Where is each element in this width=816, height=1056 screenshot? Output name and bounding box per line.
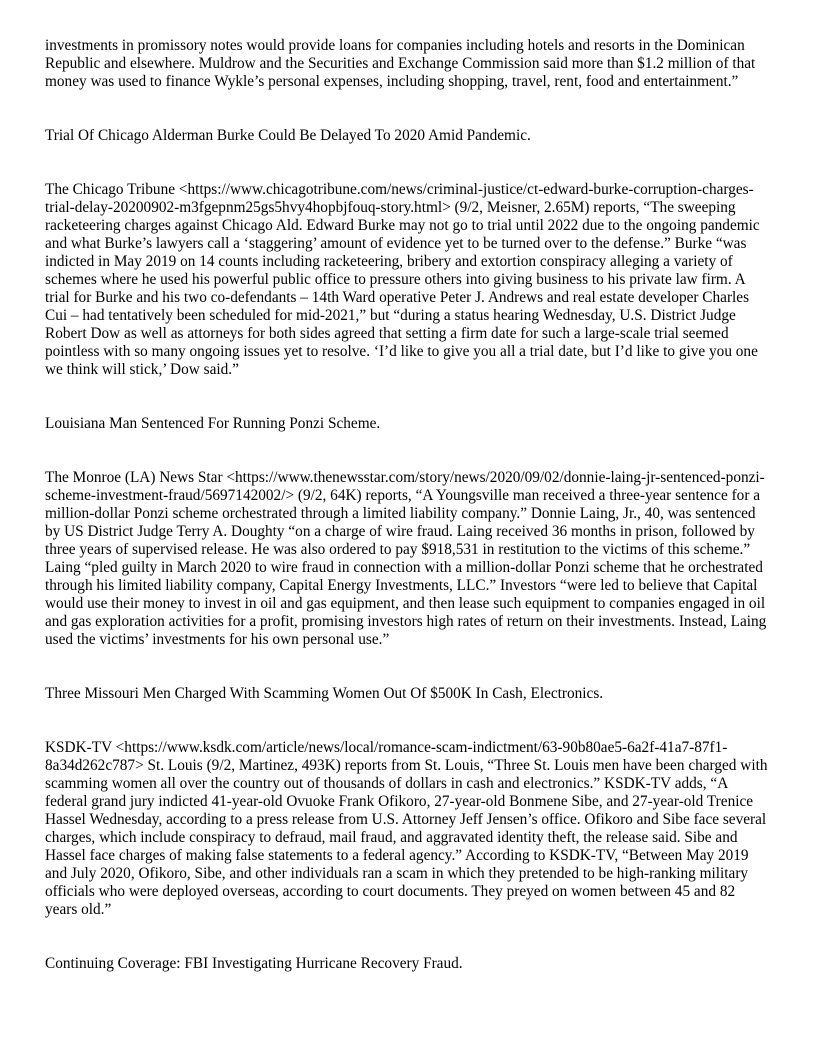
paragraph-burke-trial: The Chicago Tribune <https://www.chicagotribune.com/news/criminal-justice/ct-edward-burke-corruption-charges-trial-delay-20200902-m3fgepnm25gs5hvy4hopbjfouq-story.html> (9/2, Meisner, 2.65M) reports, “The sweeping racketeering charges against Chicago Ald. Edward Burke may not go to trial until 2022 due to the ongoing pandemic and what Burke’s lawyers call a ‘staggering’ amount of evidence yet to be turned over to the defense.” Burke “was indicted in May 2019 on 14 counts including racketeering, bribery and extortion conspiracy alleging a variety of schemes where he used his powerful public office to pressure others into giving business to his private law firm. A trial for Burke and his two co-defendants – 14th Ward operative Peter J. Andrews and real estate developer Charles Cui – had tentatively been scheduled for mid-2021,” but “during a status hearing Wednesday, U.S. District Judge Robert Dow as well as attorneys for both sides agreed that setting a firm date for such a large-scale trial seemed pointless with so many ongoing issues yet to resolve. ‘I’d like to give you all a trial date, but I’d like to give you one we think will stick,’ Dow said.” xyxy=(45,181,760,378)
headline-fbi-hurricane: Continuing Coverage: FBI Investigating Hurricane Recovery Fraud. xyxy=(45,955,463,972)
paragraph-missouri-scam: KSDK-TV <https://www.ksdk.com/article/news/local/romance-scam-indictment/63-90b80ae5-6a2f-41a7-87f1-8a34d262c787> St. Louis (9/2, Martinez, 493K) reports from St. Louis, “Three St. Louis men have been charged with scamming women all over the country out of thousands of dollars in cash and electronics.” KSDK-TV adds, “A federal grand jury indicted 41-year-old Ovuoke Frank Ofikoro, 27-year-old Bonmene Sibe, and 27-year-old Trenice Hassel Wednesday, according to a press release from U.S. Attorney Jeff Jensen’s office. Ofikoro and Sibe face several charges, which include conspiracy to defraud, mail fraud, and aggravated identity theft, the release said. Sibe and Hassel face charges of making false statements to a federal agency.” According to KSDK-TV, “Between May 2019 and July 2020, Ofikoro, Sibe, and other individuals ran a scam in which they pretended to be high-ranking military officials who were deployed overseas, according to court documents. They preyed on women between 45 and 82 years old.” xyxy=(45,739,768,918)
document-page xyxy=(45,37,771,973)
spacer xyxy=(45,703,771,739)
spacer xyxy=(45,379,771,415)
headline-burke-trial: Trial Of Chicago Alderman Burke Could Be Delayed To 2020 Amid Pandemic. xyxy=(45,127,531,144)
paragraph-wykle-continued: investments in promissory notes would provide loans for companies including hotels and resorts in the Dominican Republic and elsewhere. Muldrow and the Securities and Exchange Commission said more than $1.2 million of that money was used to finance Wykle’s personal expenses, including shopping, travel, rent, food and entertainment.” xyxy=(45,37,756,90)
spacer xyxy=(45,649,771,685)
spacer xyxy=(45,919,771,955)
spacer xyxy=(45,91,771,127)
headline-missouri-scam: Three Missouri Men Charged With Scamming Women Out Of $500K In Cash, Electronics. xyxy=(45,685,604,702)
spacer xyxy=(45,145,771,181)
paragraph-louisiana-ponzi: The Monroe (LA) News Star <https://www.thenewsstar.com/story/news/2020/09/02/donnie-laing-jr-sentenced-ponzi-scheme-investment-fraud/5697142002/> (9/2, 64K) reports, “A Youngsville man received a three-year sentence for a million-dollar Ponzi scheme orchestrated through a limited liability company.” Donnie Laing, Jr., 40, was sentenced by US District Judge Terry A. Doughty “on a charge of wire fraud. Laing received 36 months in prison, followed by three years of supervised release. He was also ordered to pay $918,531 in restitution to the victims of this scheme.” Laing “pled guilty in March 2020 to wire fraud in connection with a million-dollar Ponzi scheme that he orchestrated through his limited liability company, Capital Energy Investments, LLC.” Investors “were led to believe that Capital would use their money to invest in oil and gas equipment, and then lease such equipment to companies engaged in oil and gas exploration activities for a profit, promising investors high rates of return on their investments. Instead, Laing used the victims’ investments for his own personal use.” xyxy=(45,469,767,648)
spacer xyxy=(45,433,771,469)
headline-louisiana-ponzi: Louisiana Man Sentenced For Running Ponzi Scheme. xyxy=(45,415,381,432)
